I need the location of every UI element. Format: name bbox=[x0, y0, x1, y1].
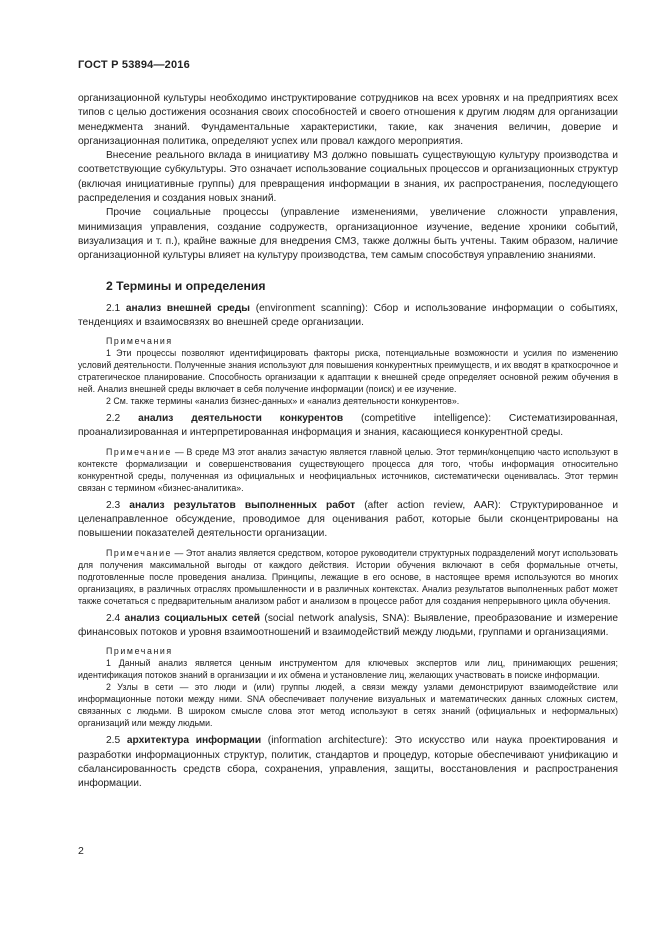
note-2-2 bbox=[78, 446, 618, 494]
term-2-1 bbox=[78, 302, 618, 331]
term-2-2 bbox=[78, 412, 618, 441]
term-number: 2.1 bbox=[106, 302, 126, 314]
note-text: — Этот анализ является средством, которое руководители структурных подразделений могут использовать для получения максимальной выгоды от каждого действия. Истории обучения включают в себя формальные отчеты, подготовленные после проведения анализа. Принципы, лежащие в его основе, в настоящее время используются во многих организациях, в различных отраслях промышленности и в различных контекстах. Анализ результатов выполненных работ может также сочетаться с предварительным анализом работ и анализом в процессе работ для создания непрерывного цикла обучения. bbox=[78, 547, 618, 606]
term-name: анализ внешней среды bbox=[125, 302, 250, 314]
term-name: анализ деятельности конкурентов bbox=[138, 413, 344, 425]
standard-header: ГОСТ Р 53894—2016 bbox=[78, 59, 190, 71]
term-number: 2.4 bbox=[106, 612, 125, 624]
intro-paragraph-3: Прочие социальные процессы (управление изменениями, увеличение сложности управления, минимизация управления, создание содружеств, организационное изучение, ведение хроники событий, визуализация и т. п.), крайне важные для внедрения СМЗ, также должны быть учтены. Таким образом, наличие организационной культуры влияет на культуру производства, тем самым способствуя управлению знаниями. bbox=[78, 207, 618, 262]
term-2-4 bbox=[78, 612, 618, 641]
note-2-1-2: 2 См. также термины «анализ бизнес-данных» и «анализ деятельности конкурентов». bbox=[106, 396, 460, 407]
term-number: 2.3 bbox=[106, 499, 130, 511]
term-2-3 bbox=[78, 499, 618, 542]
note-2-4-2: 2 Узлы в сети — это люди и (или) группы людей, а связи между узлами демонстрируют взаимодействие или информационные потоки между ними. SNA обеспечивает получение визуальных и математических данных сложных систем, связанных с людьми. В широком смысле слова этот метод используют в сетях знаний (официальных и неформальных) организаций или между людьми. bbox=[78, 682, 618, 729]
notes-label: Примечания bbox=[106, 336, 173, 347]
term-definition: (social network analysis, SNA): Выявление, преобразование и измерение финансовых потоков и уровня взаимоотношений и взаимодействий между людьми, группами и организациями. bbox=[78, 612, 618, 638]
note-2-1-1: 1 Эти процессы позволяют идентифицировать факторы риска, потенциальные возможности и усилия по изменению условий деятельности. Полученные знания используют для повышения конкурентных преимуществ, и их вводят в краткосрочное и стратегическое планирование. Способность организации к адаптации к внешней среде определяет основной режим обучения в ней. Анализ внешней среды включает в себя получение информации (поиск) и ее изучение. bbox=[78, 348, 618, 395]
term-name: архитектура информации bbox=[126, 735, 262, 747]
page-content bbox=[78, 92, 618, 791]
intro-paragraph-1: организационной культуры необходимо инструктирование сотрудников на всех уровнях и на предприятиях всех типов с целью достижения осознания своих способностей и своего отношения к другим людям для организации менеджмента знаний. Фундаментальные характеристики, такие, как значения величин, доверие и организационная политика, определяют успех или провал каждого мероприятия. bbox=[78, 93, 618, 147]
term-number: 2.5 bbox=[106, 735, 127, 747]
page-number: 2 bbox=[78, 845, 84, 857]
note-2-3 bbox=[78, 547, 618, 607]
term-number: 2.2 bbox=[106, 413, 139, 425]
term-definition: (information architecture): Это искусство или наука проектирования и разработки информационных структур, политик, стандартов и процедур, которые обеспечивают унификацию и сбалансированность средств сбора, сохранения, управления, защиты, восстановления и распространения информации. bbox=[78, 735, 618, 790]
term-definition: (environment scanning): Сбор и использование информации о событиях, тенденциях и взаимосвязях во внешней среде организации. bbox=[78, 302, 619, 328]
note-text: — В среде МЗ этот анализ зачастую является главной целью. Этот термин/концепцию часто используют в контексте формализации и совершенствования существующего процесса для того, чтобы информация относительно конкурентной среды, полученная из официальных и неофициальных источников, систематически оценивалась. Этот термин связан с термином «бизнес-аналитика». bbox=[78, 446, 618, 493]
term-definition: (competitive intelligence): Систематизированная, проанализированная и интерпретированная информация и знания, касающиеся конкурентной среды. bbox=[78, 413, 618, 439]
note-label: Примечание bbox=[106, 547, 172, 558]
note-label: Примечание bbox=[106, 446, 172, 457]
term-2-5 bbox=[78, 734, 618, 791]
note-2-4-1: 1 Данный анализ является ценным инструментом для ключевых экспертов или лиц, принимающих решения; идентификация потоков знаний в организации и их обмена и установление лиц, желающих участвовать в поиске информации. bbox=[78, 658, 618, 681]
section-title: 2 Термины и определения bbox=[106, 278, 266, 293]
intro-paragraph-2: Внесение реального вклада в инициативу МЗ должно повышать существующую культуру производства и соответствующие субкультуры. Это означает использование социальных процессов и организационных структур (включая инициативные группы) для превращения информации в знания, их распространения, последующего распределения и создания новых знаний. bbox=[78, 150, 618, 205]
term-name: анализ результатов выполненных работ bbox=[129, 499, 356, 511]
term-definition: (after action review, AAR): Структурированное и целенаправленное обсуждение, проводимое для оценивания работ, которые были сконцентрированы на повышении показателей деятельности организации. bbox=[78, 499, 619, 540]
notes-label: Примечания bbox=[106, 646, 173, 657]
term-name: анализ социальных сетей bbox=[124, 612, 261, 624]
